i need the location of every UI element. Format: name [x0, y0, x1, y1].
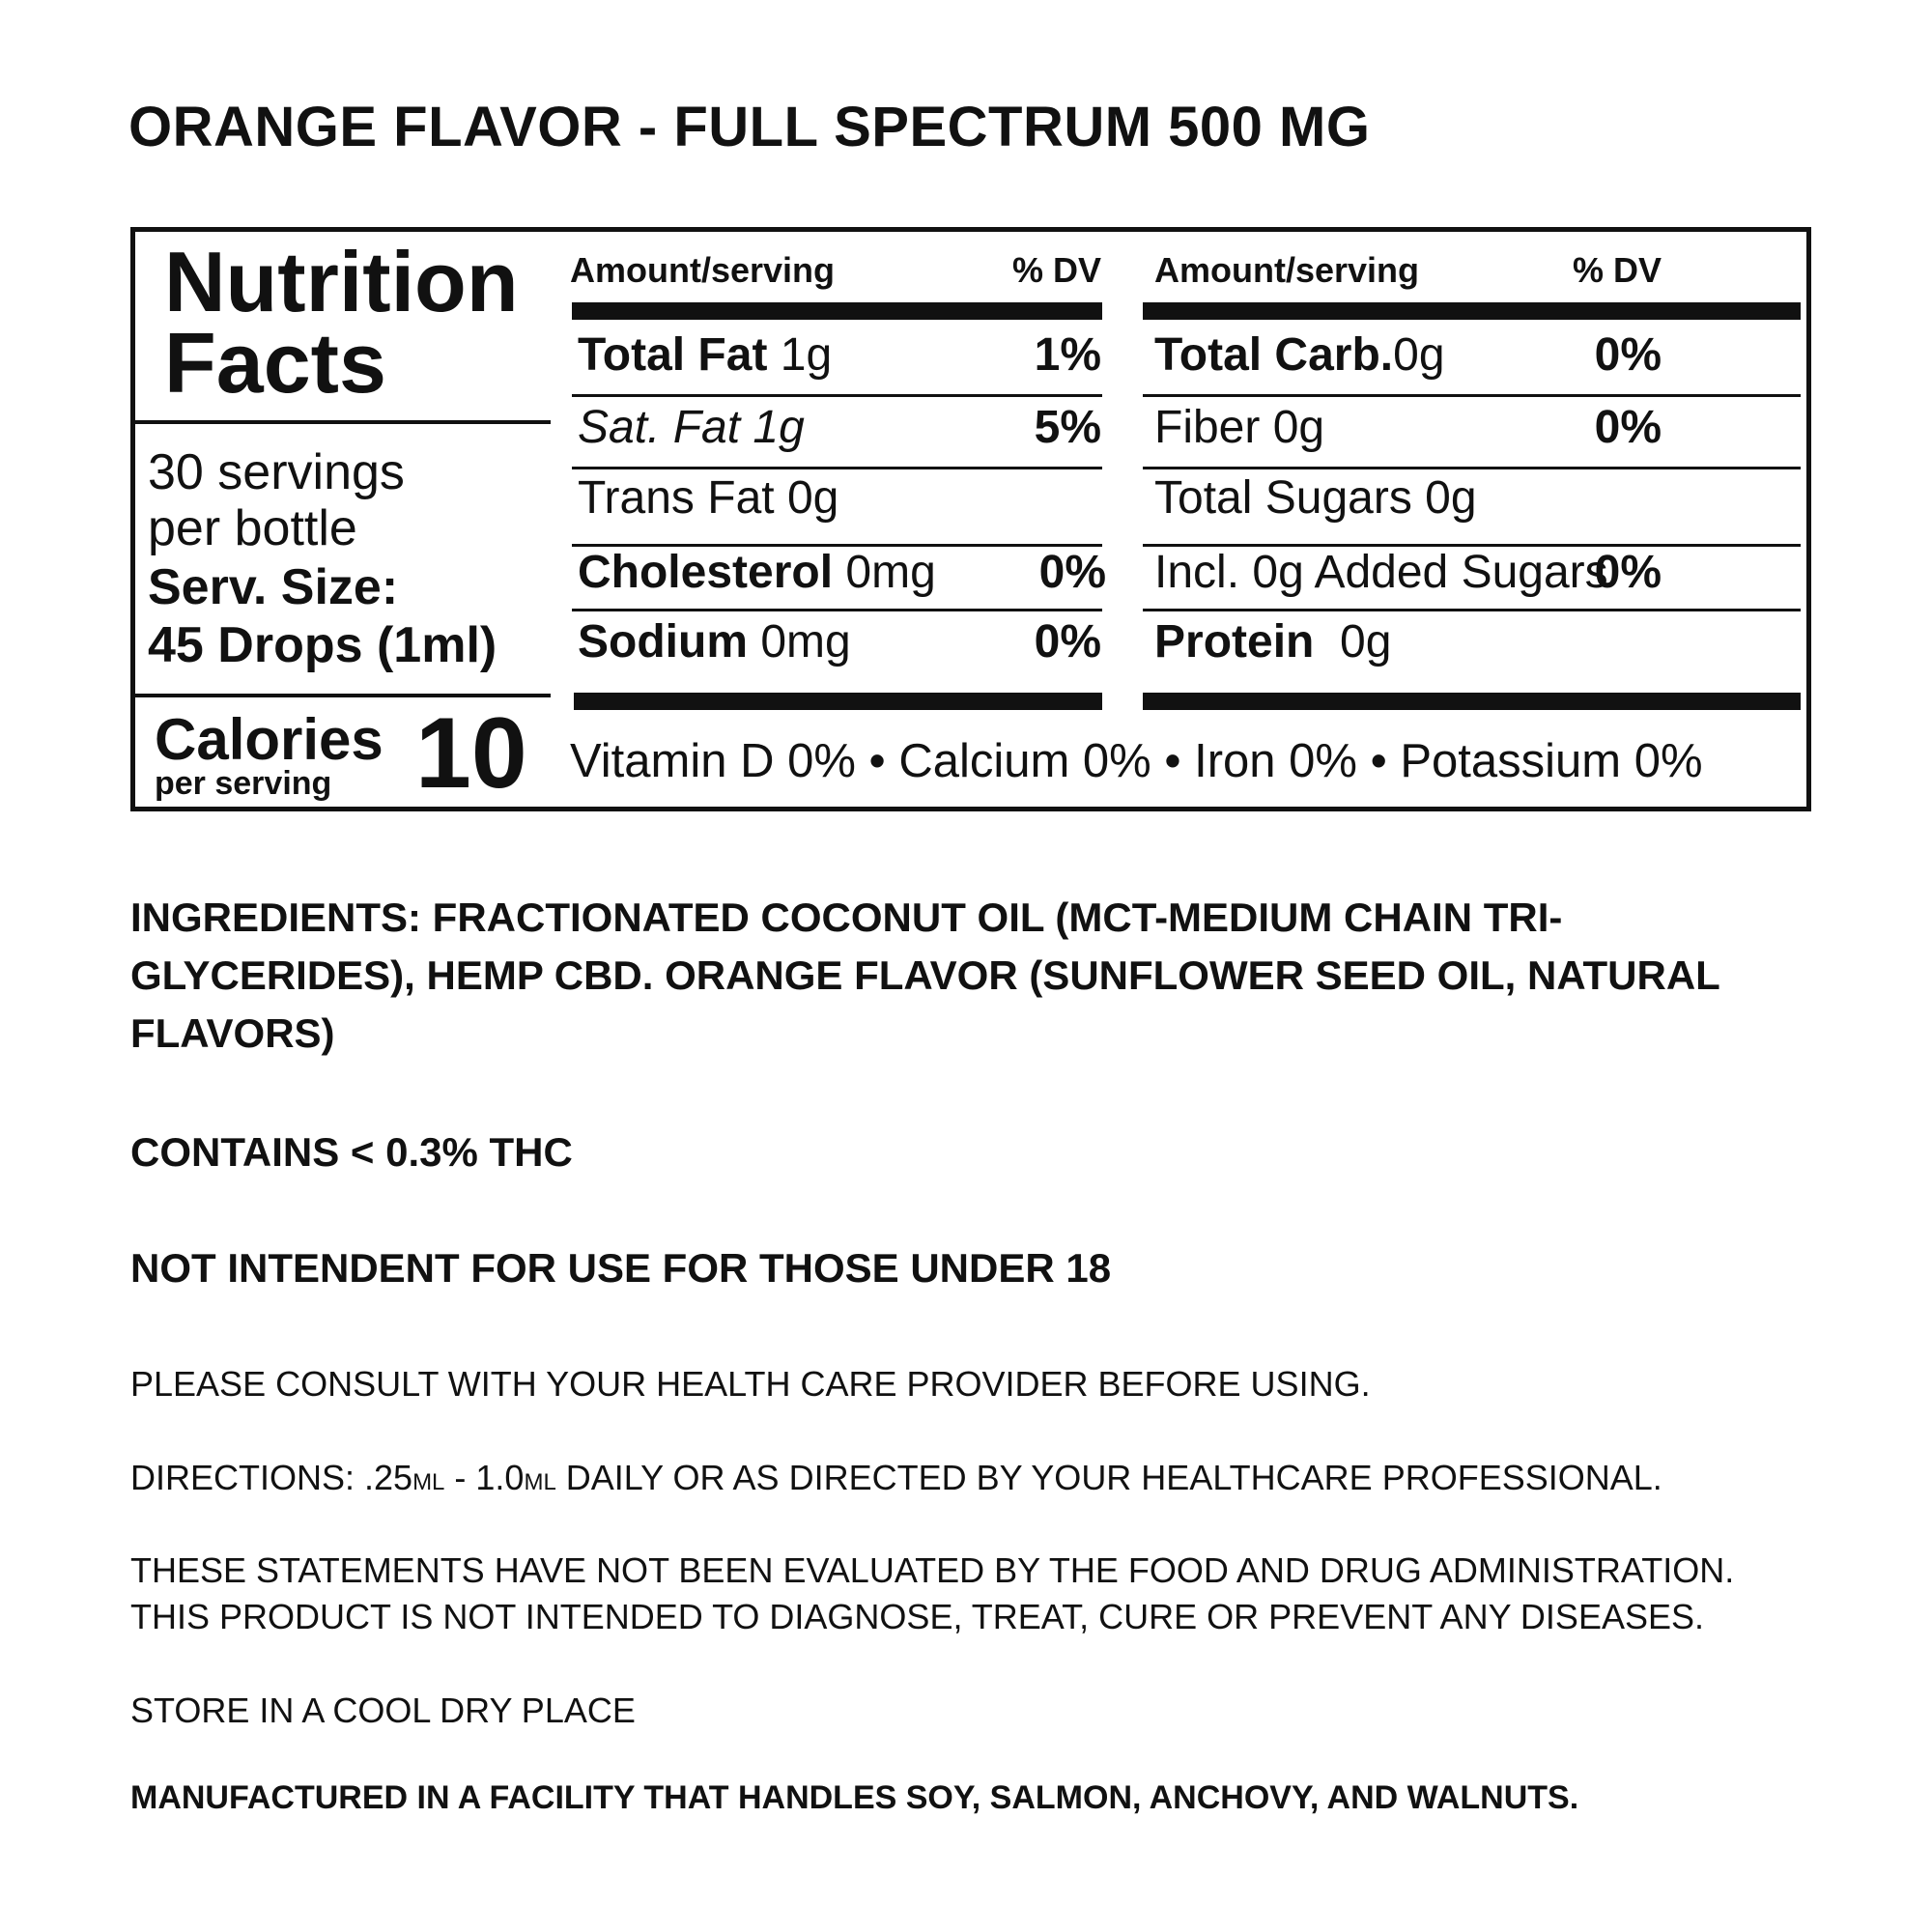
divider: [1143, 609, 1801, 611]
nutrient-row-cholesterol: [578, 546, 936, 600]
product-title: ORANGE FLAVOR - FULL SPECTRUM 500 MG: [128, 96, 1371, 158]
thick-divider: [1143, 693, 1801, 710]
nutrient-dv: 0%: [1594, 547, 1662, 598]
nutrient-row-total-carb: [1154, 328, 1445, 383]
fda-disclaimer: [130, 1548, 1734, 1640]
nutrient-dv: 0%: [1594, 402, 1662, 453]
nutrient-amount: 0mg: [845, 547, 936, 598]
ingredients: [130, 889, 1720, 1063]
servings-per-container: [148, 444, 405, 556]
nutrient-row-added-sugars: Incl. 0g Added Sugars: [1154, 547, 1608, 598]
nutrient-dv: 0%: [1038, 547, 1106, 598]
consult-notice: PLEASE CONSULT WITH YOUR HEALTH CARE PROVIDER BEFORE USING.: [130, 1364, 1371, 1404]
nutrient-amount: 1g: [780, 329, 833, 381]
nutrient-row-sodium: [578, 615, 851, 669]
directions-suffix: DAILY OR AS DIRECTED BY YOUR HEALTHCARE PROFESSIONAL.: [555, 1458, 1662, 1497]
calories-sub-label: per serving: [155, 765, 332, 802]
vitamins-minerals-line: Vitamin D 0% • Calcium 0% • Iron 0% • Potassium 0%: [570, 735, 1703, 787]
divider: [572, 609, 1102, 611]
divider: [1143, 467, 1801, 469]
nutrient-name: Protein: [1154, 616, 1315, 668]
column-header-dv: % DV: [1572, 250, 1662, 290]
calories-value: 10: [415, 697, 527, 810]
nutrient-dv: 0%: [1034, 616, 1101, 668]
storage-instructions: STORE IN A COOL DRY PLACE: [130, 1690, 636, 1730]
column-header-amount: Amount/serving: [570, 250, 836, 290]
nutrition-facts-panel: [130, 227, 1811, 811]
thc-content: CONTAINS < 0.3% THC: [130, 1129, 573, 1175]
nutrient-row-sat-fat: Sat. Fat 1g: [578, 402, 805, 453]
serving-size-label: Serv. Size:: [148, 559, 399, 615]
nutrient-row-trans-fat: Trans Fat 0g: [578, 472, 839, 524]
divider: [1143, 394, 1801, 397]
directions-middle: - 1.0: [444, 1458, 525, 1497]
ingredients-line-3: FLAVORS): [130, 1010, 335, 1056]
ingredients-line-1: INGREDIENTS: FRACTIONATED COCONUT OIL (MCT-MEDIUM CHAIN TRI-: [130, 895, 1563, 940]
nutrient-dv: 1%: [1034, 329, 1101, 381]
serving-size: [148, 558, 497, 674]
divider: [135, 420, 551, 424]
heading-line-1: Nutrition: [164, 234, 519, 329]
nutrient-row-protein: [1154, 615, 1391, 669]
nutrient-name: Total Fat: [578, 329, 768, 381]
nutrient-dv: 0%: [1594, 329, 1662, 381]
servings-line-1: 30 servings: [148, 444, 405, 500]
nutrition-facts-heading: [164, 234, 519, 411]
directions-unit: ML: [412, 1469, 445, 1495]
divider: [572, 394, 1102, 397]
serving-size-value: 45 Drops (1ml): [148, 617, 497, 673]
fda-disclaimer-line-1: THESE STATEMENTS HAVE NOT BEEN EVALUATED BY THE FOOD AND DRUG ADMINISTRATION.: [130, 1550, 1735, 1590]
nutrient-amount: 0g: [1340, 616, 1392, 668]
nutrient-amount: 0g: [1393, 329, 1445, 381]
thick-divider: [1143, 302, 1801, 320]
divider: [572, 467, 1102, 469]
nutrient-row-total-fat: [578, 328, 832, 383]
heading-line-2: Facts: [164, 315, 386, 411]
fda-disclaimer-line-2: THIS PRODUCT IS NOT INTENDED TO DIAGNOSE, TREAT, CURE OR PREVENT ANY DISEASES.: [130, 1597, 1704, 1636]
thick-divider: [572, 302, 1102, 320]
nutrient-name: Cholesterol: [578, 547, 834, 598]
age-warning: NOT INTENDENT FOR USE FOR THOSE UNDER 18: [130, 1245, 1112, 1291]
nutrient-row-total-sugars: Total Sugars 0g: [1154, 472, 1477, 524]
nutrient-name: Total Carb.: [1154, 329, 1394, 381]
column-header-dv: % DV: [1011, 250, 1101, 290]
directions-prefix: DIRECTIONS: .25: [130, 1458, 413, 1497]
column-header-amount: Amount/serving: [1154, 250, 1420, 290]
thick-divider: [574, 693, 1102, 710]
calories-label: Calories: [155, 707, 384, 772]
ingredients-line-2: GLYCERIDES), HEMP CBD. ORANGE FLAVOR (SUNFLOWER SEED OIL, NATURAL: [130, 952, 1720, 998]
nutrient-name: Sodium: [578, 616, 748, 668]
nutrient-dv: 5%: [1034, 402, 1101, 453]
nutrient-amount: 0mg: [760, 616, 851, 668]
allergen-facility-notice: MANUFACTURED IN A FACILITY THAT HANDLES SOY, SALMON, ANCHOVY, AND WALNUTS.: [130, 1779, 1579, 1816]
nutrient-row-fiber: Fiber 0g: [1154, 402, 1325, 453]
directions-unit: ML: [524, 1469, 556, 1495]
directions: [130, 1455, 1662, 1506]
servings-line-2: per bottle: [148, 500, 357, 556]
